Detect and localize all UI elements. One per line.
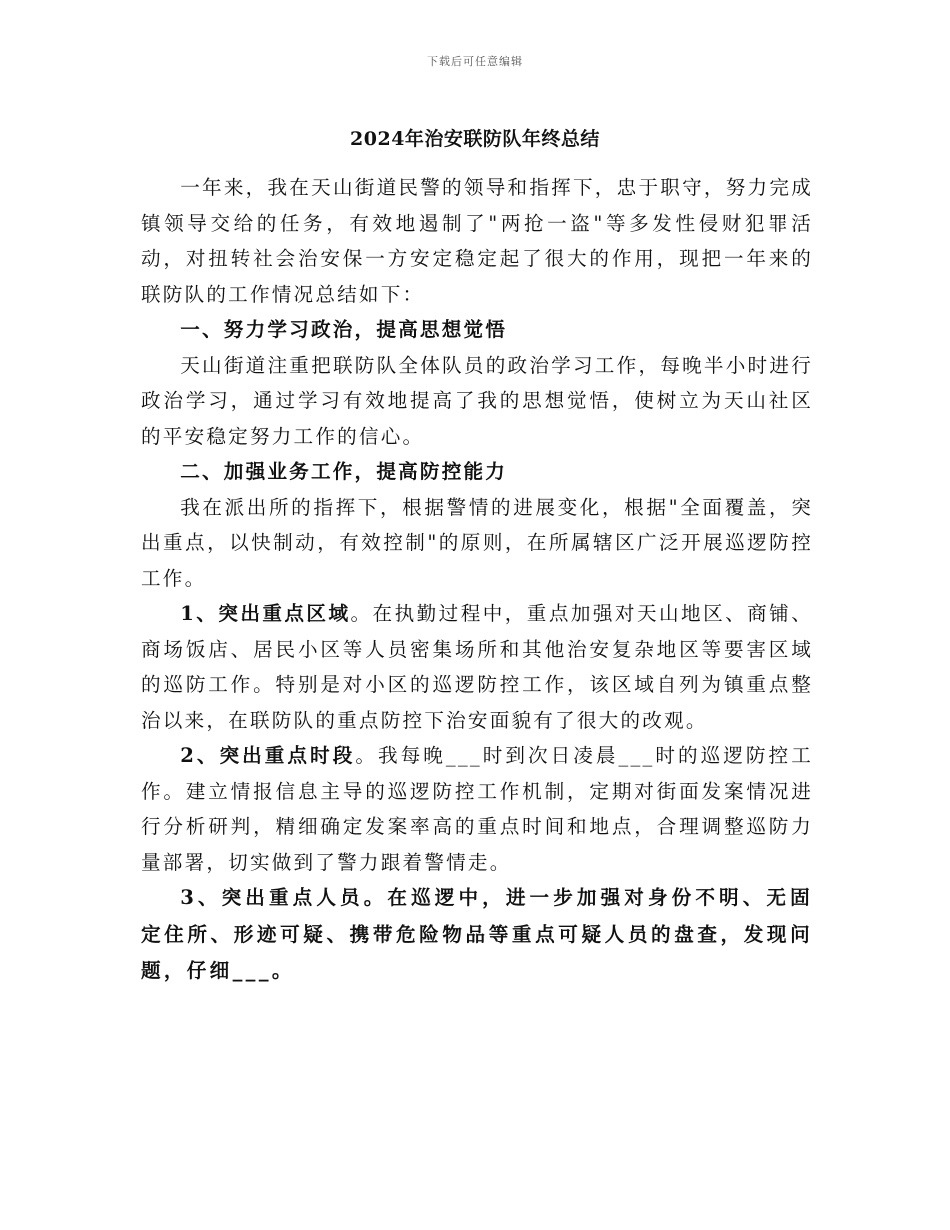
section-paragraph-2: 我在派出所的指挥下，根据警情的进展变化，根据"全面覆盖，突出重点，以快制动，有效控制"的原则，在所属辖区广泛开展巡逻防控工作。 bbox=[141, 495, 813, 590]
item-lead-1: 1、突出重点区域 bbox=[180, 602, 351, 625]
intro-paragraph: 一年来，我在天山街道民警的领导和指挥下，忠于职守，努力完成镇领导交给的任务，有效地遏制了"两抢一盗"等多发性侵财犯罪活动，对扭转社会治安保一方安定稳定起了很大的作用，现把一年来的联防队的工作情况总结如下： bbox=[141, 176, 813, 306]
item-lead-2: 2、突出重点时段 bbox=[180, 744, 356, 767]
document-title: 2024年治安联防队年终总结 bbox=[350, 128, 600, 150]
section-paragraph-1: 天山街道注重把联防队全体队员的政治学习工作，每晚半小时进行政治学习，通过学习有效地提高了我的思想觉悟，使树立为天山社区的平安稳定努力工作的信心。 bbox=[141, 353, 813, 448]
item-text-2: 。我每晚___时到次日凌晨___时的巡逻防控工作。建立情报信息主导的巡逻防控工作机制，定期对街面发案情况进行分析研判，精细确定发案率高的重点时间和地点，合理调整巡防力量部署，切实做到了警力跟着警情走。 bbox=[141, 744, 813, 874]
document-body bbox=[141, 170, 813, 990]
section-heading-2: 二、加强业务工作，提高防控能力 bbox=[180, 460, 508, 483]
item-text-1: 。在执勤过程中，重点加强对天山地区、商铺、商场饭店、居民小区等人员密集场所和其他治安复杂地区等要害区域的巡防工作。特别是对小区的巡逻防控工作，该区域自列为镇重点整治以来，在联防队的重点防控下治安面貌有了很大的改观。 bbox=[141, 602, 814, 732]
item-paragraph-1 bbox=[141, 596, 813, 738]
section-heading-1: 一、努力学习政治，提高思想觉悟 bbox=[180, 318, 508, 341]
item-paragraph-2 bbox=[141, 738, 813, 880]
header-note: 下载后可任意编辑 bbox=[427, 55, 523, 68]
item-paragraph-3: 3、突出重点人员。在巡逻中，进一步加强对身份不明、无固定住所、形迹可疑、携带危险物品等重点可疑人员的盘查，发现问题，仔细___。 bbox=[141, 886, 813, 982]
